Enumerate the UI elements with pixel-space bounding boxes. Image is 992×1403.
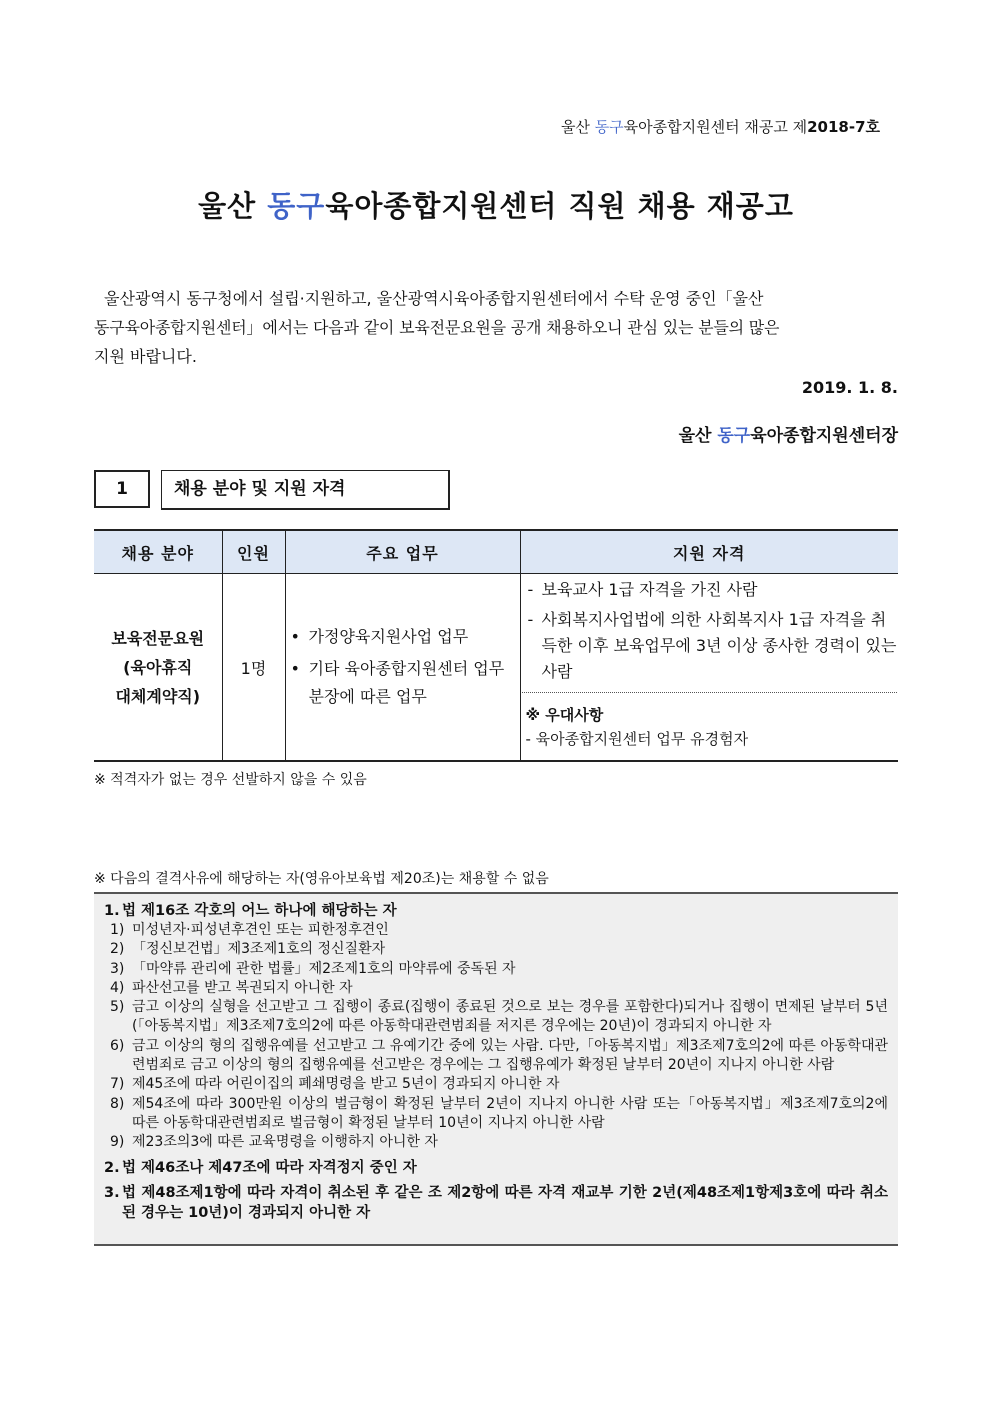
table-row xyxy=(94,574,898,762)
item-text: 「정신보건법」제3조제1호의 정신질환자 xyxy=(132,941,386,958)
intro-paragraph xyxy=(94,284,900,371)
section-title: 채용 분야 및 지원 자격 xyxy=(161,470,450,510)
title-suffix: 육아종합지원센터 직원 채용 재공고 xyxy=(325,189,794,223)
list-item xyxy=(104,940,888,959)
duty-list xyxy=(287,623,519,711)
list-item xyxy=(104,998,888,1037)
disqualification-note: ※ 다음의 결격사유에 해당하는 자(영유아보육법 제20조)는 채용할 수 없음 xyxy=(94,871,549,887)
preference-item: - 육아종합지원센터 업무 유경험자 xyxy=(525,730,749,748)
notice-accent: 동구 xyxy=(594,118,624,136)
disqualification-heading xyxy=(104,901,888,921)
intro-line: 지원 바랍니다. xyxy=(94,347,197,366)
item-number: 8) xyxy=(110,1095,125,1112)
list-item xyxy=(104,1095,888,1134)
field-line: (육아휴직 xyxy=(123,657,193,677)
list-item xyxy=(104,1133,888,1152)
list-item xyxy=(104,1075,888,1094)
disqualification-box xyxy=(94,892,898,1246)
item-number: 4) xyxy=(110,979,125,996)
column-header: 인원 xyxy=(222,530,285,574)
item-text: 금고 이상의 실형을 선고받고 그 집행이 종료(집행이 종료된 것으로 보는 경우를 포함한다)되거나 집행이 면제된 날부터 5년(「아동복지법」제3조제7호의2에 따른 아동학대관련범죄를 저지른 경우에는 20년)이 경과되지 아니한 자 xyxy=(132,999,888,1035)
field-line: 보육전문요원 xyxy=(111,628,205,648)
item-number: 7) xyxy=(110,1076,125,1093)
item-text: 제23조의3에 따른 교육명령을 이행하지 아니한 자 xyxy=(132,1134,438,1151)
preference-title: ※ 우대사항 xyxy=(525,706,604,724)
duty-item: • 가정양육지원사업 업무 xyxy=(291,623,519,651)
preference-box xyxy=(522,693,898,759)
qualification-item: - 사회복지사업법에 의한 사회복지사 1급 자격을 취득한 이후 보육업무에 3년 이상 종사한 경력이 있는 사람 xyxy=(526,607,898,685)
item-text: 미성년자·피성년후견인 또는 피한정후견인 xyxy=(132,922,389,938)
item-text: 제45조에 따라 어린이집의 폐쇄명령을 받고 5년이 경과되지 아니한 자 xyxy=(132,1076,560,1093)
item-number: 6) xyxy=(110,1037,125,1054)
heading-text: 법 제48조제1항에 따라 자격이 취소된 후 같은 조 제2항에 따른 자격 재교부 기한 2년(제48조제1항제3호에 따라 취소된 경우는 10년)이 경과되지 아니한 자 xyxy=(122,1184,888,1221)
item-number: 2) xyxy=(110,941,125,958)
qualification-cell xyxy=(520,574,898,762)
duty-item: • 기타 육아종합지원센터 업무분장에 따른 업무 xyxy=(291,655,519,711)
signature-accent: 동구 xyxy=(717,426,751,446)
heading-number: 2. xyxy=(104,1159,120,1176)
notice-suffix: 육아종합지원센터 재공고 제 xyxy=(623,118,808,136)
qualification-item: - 보육교사 1급 자격을 가진 사람 xyxy=(526,577,898,603)
intro-line: 울산광역시 동구청에서 설립·지원하고, 울산광역시육아종합지원센터에서 수탁 운영 중인「울산 xyxy=(104,289,764,308)
heading-number: 1. xyxy=(104,903,120,919)
item-number: 3) xyxy=(110,960,125,977)
column-header: 채용 분야 xyxy=(94,530,222,574)
item-text: 「마약류 관리에 관한 법률」제2조제1호의 마약류에 중독된 자 xyxy=(132,960,516,977)
list-item xyxy=(104,921,888,940)
item-text: 금고 이상의 형의 집행유예를 선고받고 그 유예기간 중에 있는 사람. 다만,「아동복지법」제3조제7호의2에 따른 아동학대관련범죄로 금고 이상의 형의 집행유예를 선고받은 경우에는 그 집행유예가 확정된 날부터 20년이 지나지 아니한 사람 xyxy=(132,1037,888,1074)
item-text: 제54조에 따라 300만원 이상의 벌금형이 확정된 날부터 2년이 지나지 아니한 사람 또는「아동복지법」제3조제7호의2에 따른 아동학대관련범죄로 벌금형이 확정된 날부터 10년이 지나지 아니한 사람 xyxy=(132,1095,888,1131)
item-number: 9) xyxy=(110,1134,125,1151)
notice-number xyxy=(561,116,880,137)
count-cell: 1명 xyxy=(222,574,285,762)
section-number: 1 xyxy=(94,470,150,508)
list-item xyxy=(104,1037,888,1076)
recruitment-table xyxy=(94,529,898,762)
heading-number: 3. xyxy=(104,1184,120,1201)
field-line: 대체계약직) xyxy=(115,686,201,706)
signature-prefix: 울산 xyxy=(678,426,718,446)
item-number: 5) xyxy=(110,999,125,1016)
signature xyxy=(679,421,898,446)
title-accent: 동구 xyxy=(267,189,326,223)
duties-cell xyxy=(285,574,520,762)
notice-number-value: 2018-7호 xyxy=(807,118,880,136)
column-header: 지원 자격 xyxy=(520,530,898,574)
table-header-row xyxy=(94,530,898,574)
disqualification-heading xyxy=(104,1183,888,1223)
heading-text: 법 제46조나 제47조에 따라 자격정지 중인 자 xyxy=(122,1159,417,1176)
list-item xyxy=(104,960,888,979)
disqualification-heading xyxy=(104,1158,888,1178)
heading-text: 법 제16조 각호의 어느 하나에 해당하는 자 xyxy=(122,903,397,919)
page-title xyxy=(0,184,992,225)
notice-prefix: 울산 xyxy=(560,118,595,136)
item-number: 1) xyxy=(110,922,125,938)
field-cell xyxy=(94,574,222,762)
signature-suffix: 육아종합지원센터장 xyxy=(750,426,898,446)
column-header: 주요 업무 xyxy=(285,530,520,574)
intro-line: 동구육아종합지원센터」에서는 다음과 같이 보육전문요원을 공개 채용하오니 관심 있는 분들의 많은 xyxy=(94,318,780,337)
item-text: 파산선고를 받고 복권되지 아니한 자 xyxy=(132,979,353,996)
notice-date: 2019. 1. 8. xyxy=(801,378,898,397)
qualification-list xyxy=(522,575,898,693)
selection-note: ※ 적격자가 없는 경우 선발하지 않을 수 있음 xyxy=(94,772,367,788)
list-item xyxy=(104,979,888,998)
title-prefix: 울산 xyxy=(198,189,268,223)
